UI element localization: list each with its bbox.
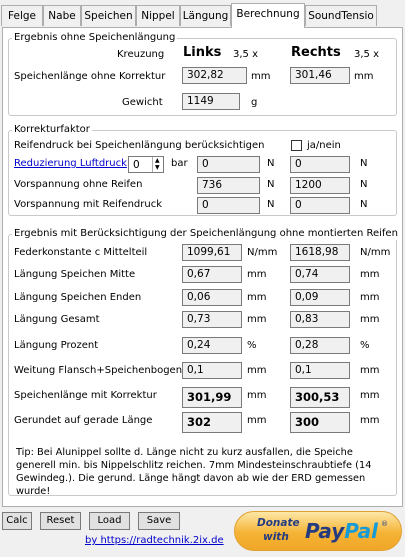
result-row-label: Federkonstante c Mittelteil: [14, 247, 148, 258]
result-row-rechts-unit: mm: [360, 415, 380, 426]
result-row-rechts-field[interactable]: 0,1: [290, 362, 350, 379]
reifendruck-label: Reifendruck bei Speichenlängung berücksichtigen: [14, 140, 265, 151]
laenge-links-field[interactable]: 302,82: [182, 67, 247, 84]
rechts-kreuzung: 3,5 x: [354, 49, 379, 60]
tab-felge[interactable]: Felge: [1, 5, 43, 26]
result-row-rechts-field[interactable]: 0,83: [290, 311, 350, 328]
result-row-links-unit: mm: [247, 314, 267, 325]
paypal-registered-mark: ®: [381, 520, 388, 528]
result-row-rechts-unit: mm: [360, 292, 380, 303]
footer-link[interactable]: by https://radtechnik.2ix.de: [85, 535, 224, 546]
spinner-buttons[interactable]: [152, 157, 164, 172]
result-row-links-field[interactable]: 301,99: [182, 387, 242, 408]
result-row-rechts-unit: N/mm: [360, 247, 391, 258]
tab-speichen[interactable]: Speichen: [81, 5, 136, 26]
paypal-donate-button[interactable]: [234, 511, 402, 551]
vorsp-ohne-label: Vorspannung ohne Reifen: [14, 179, 143, 190]
reduz-links-unit: N: [267, 158, 275, 169]
tab-nabe[interactable]: Nabe: [43, 5, 81, 26]
rechts-label: Rechts: [291, 45, 341, 60]
result-row-links-field[interactable]: 0,06: [182, 289, 242, 306]
tip-text: Tip: Bei Alunippel sollte d. Länge nicht zu kurz ausfallen, die Speiche generell min. bis Nippelschlitz reichen. 7mm Mindesteinschraubtiefe (14 Gewindeg.). Die gerund. Länge hängt davon ab wie der ERD gemessen wurde!: [16, 447, 372, 497]
gewicht-label: Gewicht: [122, 97, 163, 108]
tab-berechnung[interactable]: Berechnung: [231, 3, 305, 28]
vorsp-mit-rechts-field[interactable]: 0: [290, 197, 350, 214]
vorsp-mit-links-unit: N: [267, 199, 275, 210]
result-row-links-field[interactable]: 1099,61: [182, 244, 242, 261]
result-row-label: Speichenlänge mit Korrektur: [14, 390, 157, 401]
result-row-label: Gerundet auf gerade Länge: [14, 415, 153, 426]
result-row-rechts-unit: mm: [360, 269, 380, 280]
links-label: Links: [183, 45, 222, 60]
vorsp-mit-rechts-unit: N: [360, 199, 368, 210]
vorsp-ohne-links-field[interactable]: 736: [197, 177, 260, 194]
result-row-links-field[interactable]: 0,73: [182, 311, 242, 328]
reduz-links-field[interactable]: 0: [197, 156, 260, 173]
result-row-links-field[interactable]: 302: [182, 412, 242, 433]
tab-laengung[interactable]: Längung: [180, 5, 231, 26]
vorsp-ohne-rechts-field[interactable]: 1200: [290, 177, 350, 194]
result-row-label: Weitung Flansch+Speichenbogen: [14, 365, 183, 376]
tab-bar: [0, 0, 405, 28]
result-row-links-unit: mm: [247, 292, 267, 303]
vorsp-mit-links-field[interactable]: 0: [197, 197, 260, 214]
result-row-links-field[interactable]: 0,1: [182, 362, 242, 379]
group-ergebnis-ohne-title: Ergebnis ohne Speichenlängung: [14, 32, 176, 43]
donate-with-label: with: [263, 531, 289, 543]
result-row-label: Längung Gesamt: [14, 314, 100, 325]
reduzierung-luftdruck-link[interactable]: Reduzierung Luftdruck: [14, 158, 127, 169]
tab-nippel[interactable]: Nippel: [136, 5, 180, 26]
donate-label: Donate: [257, 517, 300, 529]
load-button[interactable]: Load: [89, 512, 130, 530]
vorsp-mit-label: Vorspannung mit Reifendruck: [14, 199, 163, 210]
calc-button[interactable]: Calc: [2, 512, 32, 530]
result-row-links-unit: mm: [247, 390, 267, 401]
bar-unit: bar: [171, 158, 188, 169]
laenge-rechts-field[interactable]: 301,46: [290, 67, 350, 84]
laenge-rechts-unit: mm: [354, 71, 374, 82]
result-row-links-field[interactable]: 0,67: [182, 266, 242, 283]
result-row-label: Längung Speichen Mitte: [14, 269, 136, 280]
result-row-label: Längung Prozent: [14, 340, 99, 351]
bar-spinner-value: 0: [133, 159, 140, 171]
reduz-rechts-field[interactable]: 0: [290, 156, 350, 173]
result-row-rechts-unit: mm: [360, 365, 380, 376]
result-row-links-field[interactable]: 0,24: [182, 337, 242, 354]
bar-spinner[interactable]: [128, 156, 164, 173]
result-row-links-unit: %: [247, 340, 257, 351]
spinner-down-icon[interactable]: ▼: [155, 164, 160, 171]
result-row-links-unit: N/mm: [247, 247, 278, 258]
result-row-rechts-unit: %: [360, 340, 370, 351]
result-row-rechts-field[interactable]: 1618,98: [290, 244, 350, 261]
result-row-label: Längung Speichen Enden: [14, 292, 142, 303]
result-row-links-unit: mm: [247, 365, 267, 376]
spinner-up-icon[interactable]: ▲: [155, 157, 160, 164]
reifendruck-checkbox[interactable]: [291, 140, 302, 151]
vorsp-ohne-rechts-unit: N: [360, 179, 368, 190]
paypal-logo: [305, 520, 378, 542]
vorsp-ohne-links-unit: N: [267, 179, 275, 190]
group-korrekturfaktor-title: Korrekturfaktor: [14, 124, 90, 135]
result-row-rechts-field[interactable]: 300: [290, 412, 350, 433]
laenge-ohne-label: Speichenlänge ohne Korrektur: [14, 71, 166, 82]
result-row-rechts-unit: mm: [360, 390, 380, 401]
tab-soundtensio[interactable]: SoundTensio: [305, 5, 377, 26]
reset-button[interactable]: Reset: [40, 512, 81, 530]
paypal-pal: Pal: [344, 519, 379, 543]
result-row-links-unit: mm: [247, 269, 267, 280]
result-row-rechts-field[interactable]: 300,53: [290, 387, 350, 408]
save-button[interactable]: Save: [138, 512, 180, 530]
result-row-rechts-field[interactable]: 0,09: [290, 289, 350, 306]
kreuzung-label: Kreuzung: [117, 49, 165, 60]
janein-label: ja/nein: [307, 140, 341, 151]
reduz-rechts-unit: N: [360, 158, 368, 169]
laenge-links-unit: mm: [251, 71, 271, 82]
result-row-rechts-field[interactable]: 0,28: [290, 337, 350, 354]
gewicht-field[interactable]: 1149: [182, 93, 240, 110]
group-ergebnis-mit-title: Ergebnis mit Berücksichtigung der Speichenlängung ohne montierten Reifen: [14, 228, 398, 239]
gewicht-unit: g: [251, 97, 258, 108]
result-row-links-unit: mm: [247, 415, 267, 426]
result-row-rechts-field[interactable]: 0,74: [290, 266, 350, 283]
paypal-pay: Pay: [305, 519, 345, 543]
links-kreuzung: 3,5 x: [233, 49, 258, 60]
result-row-rechts-unit: mm: [360, 314, 380, 325]
